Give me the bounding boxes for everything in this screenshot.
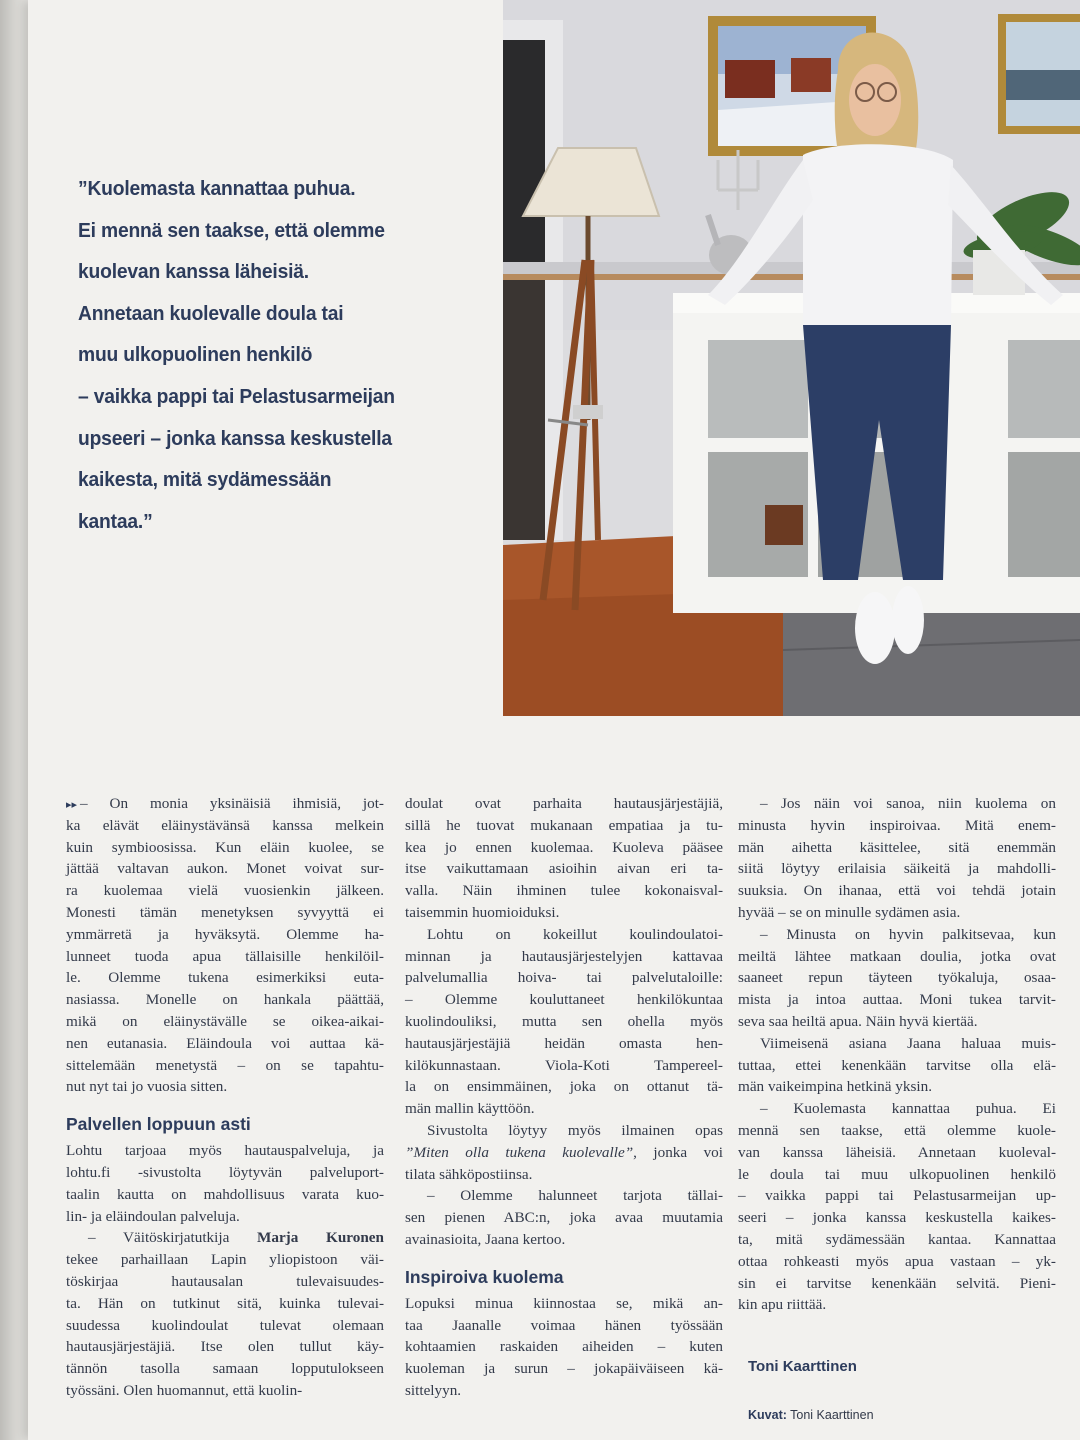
pull-quote [78,168,435,542]
paragraph-line: män aihetta käsittelee, sitä enemmän [738,838,1056,856]
pull-quote-line: Ei mennä sen taakse, että olemme [78,218,385,242]
section-heading-palvellen: Palvellen loppuun asti [66,1114,251,1135]
paragraph-line: sen pienen ABC:n, joka avaa muutamia [405,1209,723,1227]
paragraph-line: suuksia. On ihanaa, että voi tehdä jotain [738,882,1056,900]
paragraph-line: sillä he tuovat mukanaan empatiaa ja tu- [405,816,723,834]
paragraph-line: siitä löytyy erilaisia säikeitä ja mahdolli- [738,860,1056,878]
paragraph-line: hyvää – se on minulle sydämen asia. [738,903,961,921]
paragraph-line: avainasioita, Jaana kertoo. [405,1230,566,1248]
paragraph [405,924,723,1120]
paragraph-line: kuolindouliksi, mutta sen ohella myös [405,1012,723,1030]
paragraph-line: ta. Hän on tutkinut sitä, kuinka tulevai- [66,1294,384,1312]
pull-quote-line: Annetaan kuolevalle doula tai [78,301,344,325]
paragraph-line: kilökunnastaan. Viola-Koti Tampereel- [405,1056,723,1074]
paragraph-line: – Minusta on hyvin palkitsevaa, kun [760,925,1056,943]
credit-name: Toni Kaarttinen [790,1408,874,1422]
paragraph-line: Lohtu tarjoaa myös hautauspalveluja, ja [66,1142,384,1160]
paragraph-line: seeri – jonka kanssa keskustella kaikes- [738,1209,1056,1227]
paragraph-line: ta, mitä sydämessään kantaa. Kannattaa [738,1230,1056,1248]
paragraph-line: kuin symbioosissa. Kun eläin kuolee, se [66,838,384,856]
paragraph-line: Monesti tämän menetyksen syvyyttä ei [66,903,384,921]
text: Sivustolta löytyy myös ilmainen opas [427,1121,723,1139]
paragraph [66,1249,384,1402]
credit-label: Kuvat: [748,1408,787,1422]
paragraph-line: jättää valtavan aukon. Monet voivat sur- [66,860,384,878]
pull-quote-line: kantaa.” [78,509,153,533]
paragraph-line: sittelyyn. [405,1381,462,1399]
paragraph-line: taalin kautta on mahdollisuus varata kuo- [66,1185,384,1203]
paragraph-line: sin ei tarvitse kenenkään selvitä. Pieni- [738,1274,1056,1292]
person-name: Marja Kuronen [257,1229,384,1247]
paragraph-line: nasiassa. Monelle on hankala päättää, [66,991,384,1009]
section-heading-inspiroiva: Inspiroiva kuolema [405,1266,564,1287]
paragraph-line: suudessa kuolindoulat tulevat olemaan [66,1316,384,1334]
paragraph-line: valla. Näin ihminen tulee kokonaisval- [405,882,723,900]
article-column-1 [66,793,384,1402]
paragraph-line: mikä on eläinystävälle se oikea-aikai- [66,1012,384,1030]
paragraph-line: sittelemään menetystä – on se tapahtu- [66,1056,384,1074]
paragraph [66,1140,384,1227]
photo-illustration [503,0,1080,716]
paragraph-line: ka elävät eläinystävänsä kanssa melkein [66,816,384,834]
paragraph-line: taa Jaanalle voimaa hänen työssään [405,1316,723,1334]
pull-quote-line: ”Kuolemasta kannattaa puhua. [78,177,356,200]
paragraph-line [405,1120,723,1142]
text: , jonka voi [633,1143,723,1161]
pull-quote-line: kuolevan kanssa läheisiä. [78,260,309,284]
paragraph [405,793,723,924]
pull-quote-line: – vaikka pappi tai Pelastusarmeijan [78,384,395,408]
paragraph-line [405,1142,723,1164]
article-photo [503,0,1080,716]
paragraph [738,793,1056,924]
paragraph-line: män mallin käyttöön. [405,1100,535,1118]
paragraph-line: kohtaamien raskaiden aiheiden – kuten [405,1338,723,1356]
paragraph-line: tekee parhaillaan Lapin yliopistoon väi- [66,1251,384,1269]
paragraph-line: van kanssa läheisiä. Annetaan kuoleval- [738,1143,1056,1161]
paragraph [405,1164,723,1186]
paragraph-line: le doula tai muu ulkopuolinen henkilö [738,1165,1056,1183]
paragraph-line: tilata sähköpostiinsa. [405,1165,533,1183]
continuation-marker-icon: ▸▸ [66,799,78,811]
author-byline: Toni Kaarttinen [748,1358,857,1375]
paragraph-line: hautausjärjestäjiä. Itse olen tullut käy- [66,1338,384,1356]
paragraph-line: le. Olemme tukena esimerkiksi euta- [66,969,384,987]
paragraph-line: Lopuksi minua kiinnostaa se, mikä an- [405,1294,723,1312]
pull-quote-line: muu ulkopuolinen henkilö [78,343,313,367]
article-column-2 [405,793,723,1402]
paragraph-line: mista ja intoa auttaa. Moni tukea tarvit- [738,991,1056,1009]
paragraph-line: minusta hyvin inspiroivaa. Mitä enem- [738,816,1056,834]
paragraph-line: Viimeisenä asiana Jaana haluaa muis- [760,1034,1056,1052]
paragraph-line: taisemmin huomioiduksi. [405,903,560,921]
paragraph-line: – Kuolemasta kannattaa puhua. Ei [760,1100,1056,1118]
paragraph-line [66,1227,384,1249]
paragraph-line: työssäni. Olen huomannut, että kuolin- [66,1381,303,1399]
pull-quote-line: kaikesta, mitä sydämessään [78,468,332,492]
paragraph-line: nen eutanasia. Eläindoula voi auttaa kä- [66,1034,384,1052]
paragraph-line: töskirjaa hautausalan tulevaisuudes- [66,1272,384,1290]
paragraph-line: doulat ovat parhaita hautausjärjestäjiä, [405,795,723,812]
paragraph-line: mennä sen taakse, että olemme kuole- [738,1121,1056,1139]
paragraph [738,924,1056,1033]
paragraph-line: män vaikeimpina hetkinä yksin. [738,1078,933,1096]
paragraph-line: ymmärretä ja hyväksytä. Olemme ha- [66,925,384,943]
paragraph-line: tuttaa, ettei kenenkään tarvitse olla elä- [738,1056,1056,1074]
paragraph [405,1185,723,1250]
paragraph [738,1033,1056,1098]
page-edge-shadow [0,0,28,1440]
text: – Väitöskirjatutkija [88,1229,258,1247]
paragraph-line: hautausjärjestäjiä heidän omasta hen- [405,1034,723,1052]
paragraph-line: – Olemme kouluttaneet henkilökuntaa [405,991,723,1009]
paragraph-line [66,793,384,815]
paragraph [66,793,384,1098]
paragraph-line: Lohtu on kokeillut koulindoulatoi- [427,925,723,943]
paragraph-line: kea jo ennen kuolemaa. Kuoleva pääsee [405,838,723,856]
paragraph-line: lohtu.fi -sivustolta löytyvän palveluport- [66,1163,384,1181]
paragraph-line: – Olemme halunneet tarjota tällai- [427,1187,723,1205]
paragraph-line: la on ensimmäinen, joka on ottanut tä- [405,1078,723,1096]
article-column-3 [738,793,1056,1316]
paragraph-line: kin apu riittää. [738,1296,827,1314]
guide-title: ”Miten olla tukena kuolevalle” [405,1143,634,1161]
text: – On monia yksinäisiä ihmisiä, jot- [80,795,384,812]
paragraph-line: ottaa rohkeasti myös apua vastaan – yk- [738,1252,1056,1270]
paragraph-line: minnan ja hautausjärjestelyjen kattavaa [405,947,723,965]
paragraph-line: lin- ja eläindoulan palveluja. [66,1207,240,1225]
paragraph-line: itse vaikuttamaan asioihin aivan eri ta- [405,860,723,878]
paragraph-line: lunneet tuoda apua tällaisille henkilöil- [66,947,384,965]
photo-credit [748,1408,874,1422]
paragraph-line: – Jos näin voi sanoa, niin kuolema on [760,795,1056,812]
paragraph-line: meiltä lähtee matkaan doulia, jotka ovat [738,947,1056,965]
paragraph-line: saaneet repun täyteen työkaluja, osaa- [738,969,1056,987]
paragraph-line: seva saa heiltä apua. Näin hyvä kiertää. [738,1012,978,1030]
paragraph-line: – vaikka pappi tai Pelastusarmeijan up- [738,1187,1056,1205]
pull-quote-line: upseeri – jonka kanssa keskustella [78,426,392,450]
paragraph-line: kuoleman ja surun – jokapäiväiseen kä- [405,1360,723,1378]
paragraph-line: tännön tasolla samaan lopputulokseen [66,1360,384,1378]
paragraph [738,1098,1056,1316]
paragraph-line: nut nyt tai jo vuosia sitten. [66,1078,228,1096]
paragraph-line: ra kuolemaa vielä vuosienkin jälkeen. [66,882,384,900]
paragraph [405,1293,723,1402]
paragraph-line: palvelumallia hoiva- tai palvelutaloille: [405,969,723,987]
